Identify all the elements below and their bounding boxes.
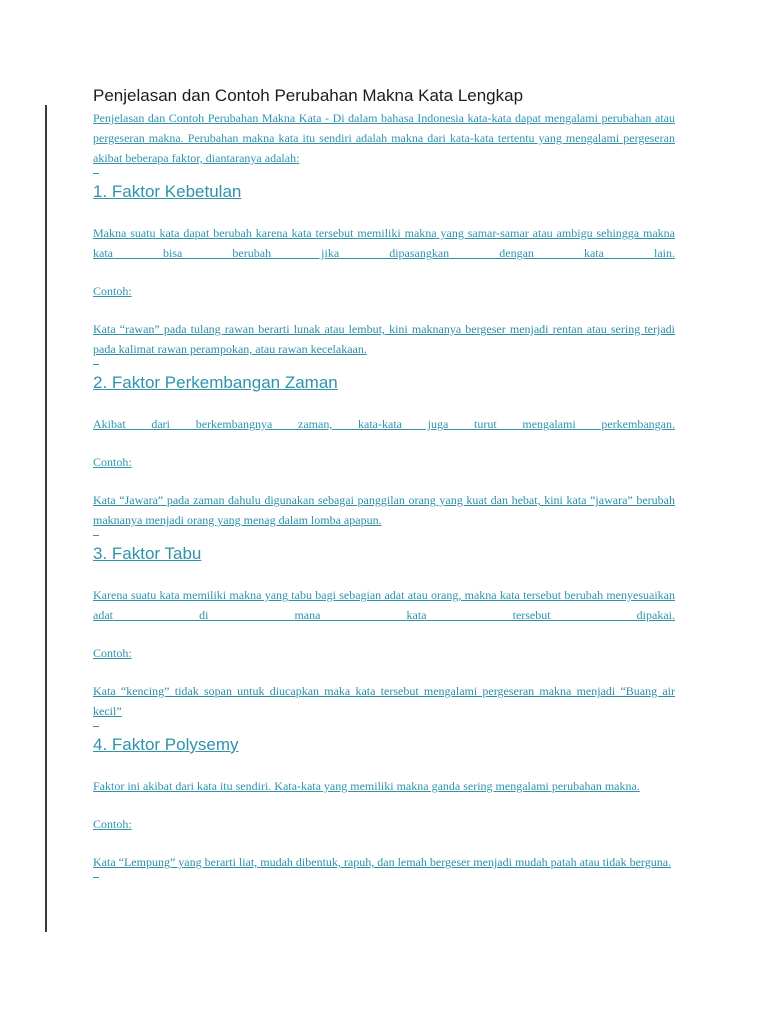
example-text-link[interactable]: Kata “kencing” tidak sopan untuk diucapkan maka kata tersebut mengalami pergeseran makna menjadi “Buang air kecil” bbox=[93, 684, 675, 718]
example-label-link[interactable]: Contoh: bbox=[93, 284, 132, 298]
example-label-link[interactable]: Contoh: bbox=[93, 817, 132, 831]
intro-paragraph-link[interactable]: Penjelasan dan Contoh Perubahan Makna Kata - Di dalam bahasa Indonesia kata-kata dapat mengalami perubahan atau pergeseran makna. Perubahan makna kata itu sendiri adalah makna dari kata-kata tertentu yang mengalami pergeseran akibat beberapa faktor, diantaranya adalah: bbox=[93, 111, 675, 165]
section-body-link[interactable]: Akibat dari berkembangnya zaman, kata-kata juga turut mengalami perkembangan. bbox=[93, 417, 675, 431]
example-text-link[interactable]: Kata “rawan” pada tulang rawan berarti lunak atau lembut, kini maknanya bergeser menjadi rentan atau sering terjadi pada kalimat rawan perampokan, atau rawan kecelakaan. bbox=[93, 322, 675, 356]
link-marker bbox=[93, 872, 675, 885]
section-faktor-kebetulan bbox=[93, 181, 675, 372]
example-text-link[interactable]: Kata “Lempung” yang berarti liat, mudah dibentuk, rapuh, dan lemah bergeser menjadi mudah patah atau tidak berguna. bbox=[93, 855, 672, 869]
section-body-link[interactable]: Karena suatu kata memiliki makna yang tabu bagi sebagian adat atau orang, makna kata tersebut berubah menyesuaikan adat di mana kata tersebut dipakai. bbox=[93, 588, 675, 622]
page-title: Penjelasan dan Contoh Perubahan Makna Kata Lengkap bbox=[93, 86, 524, 105]
section-body-link[interactable]: Faktor ini akibat dari kata itu sendiri. Kata-kata yang memiliki makna ganda sering mengalami perubahan makna. bbox=[93, 779, 640, 793]
section-faktor-perkembangan-zaman bbox=[93, 372, 675, 543]
section-heading-link[interactable]: 1. Faktor Kebetulan bbox=[93, 182, 242, 201]
example-label-link[interactable]: Contoh: bbox=[93, 455, 132, 469]
section-faktor-tabu bbox=[93, 543, 675, 734]
left-margin-rule bbox=[45, 105, 47, 932]
link-marker bbox=[93, 721, 675, 734]
example-label-link[interactable]: Contoh: bbox=[93, 646, 132, 660]
example-text-link[interactable]: Kata “Jawara” pada zaman dahulu digunakan sebagai panggilan orang yang kuat dan hebat, kini kata “jawara” berubah maknanya menjadi orang yang menag dalam lomba apapun. bbox=[93, 493, 675, 527]
section-heading-link[interactable]: 4. Faktor Polysemy bbox=[93, 735, 239, 754]
section-faktor-polysemy bbox=[93, 734, 675, 885]
link-marker bbox=[93, 530, 675, 543]
document-content bbox=[93, 86, 675, 885]
link-marker bbox=[93, 168, 675, 181]
section-heading-link[interactable]: 3. Faktor Tabu bbox=[93, 544, 202, 563]
section-body-link[interactable]: Makna suatu kata dapat berubah karena kata tersebut memiliki makna yang samar-samar atau ambigu sehingga makna kata bisa berubah jika dipasangkan dengan kata lain. bbox=[93, 226, 675, 260]
link-marker bbox=[93, 359, 675, 372]
section-heading-link[interactable]: 2. Faktor Perkembangan Zaman bbox=[93, 373, 338, 392]
